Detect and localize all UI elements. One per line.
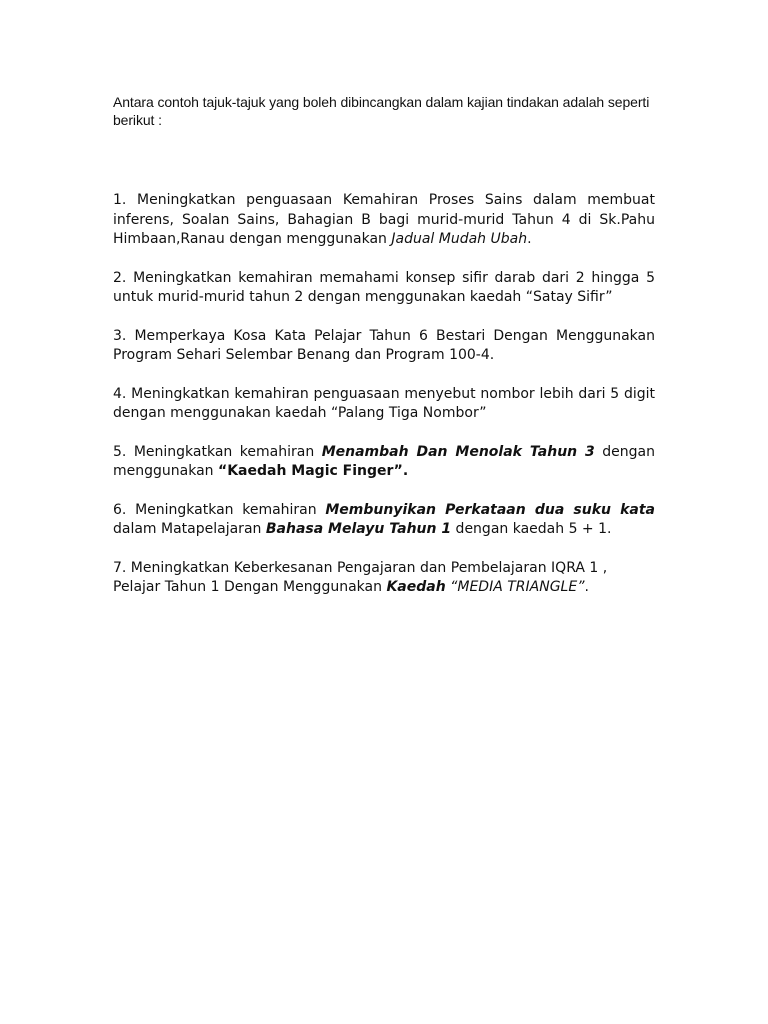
item-6-text: 6. Meningkatkan kemahiran	[113, 501, 326, 518]
item-2-text: 2. Meningkatkan kemahiran memahami konsep sifir darab dari 2 hingga 5 untuk murid-murid tahun 2 dengan menggunakan kaedah “Satay Sifir”	[113, 269, 655, 305]
list-item-2	[113, 269, 655, 308]
list-item-1	[113, 191, 655, 250]
list-item-5	[113, 443, 655, 482]
item-4-text: 4. Meningkatkan kemahiran penguasaan menyebut nombor lebih dari 5 digit dengan menggunakan kaedah “Palang Tiga Nombor”	[113, 385, 655, 421]
item-5-method: “Kaedah Magic Finger”.	[218, 463, 409, 479]
item-6-mid: dalam Matapelajaran	[113, 521, 266, 537]
item-7-end: .	[584, 579, 589, 595]
list-item-6	[113, 501, 655, 540]
item-5-mid: dengan menggunakan	[113, 443, 655, 479]
item-7-method: “MEDIA TRIANGLE”	[450, 579, 585, 595]
item-1-method: Jadual Mudah Ubah	[391, 231, 528, 247]
item-6-topic: Membunyikan Perkataan dua suku kata	[325, 501, 656, 518]
item-6-end: dengan kaedah 5 + 1.	[451, 521, 612, 537]
item-5-text: 5. Meningkatkan kemahiran	[113, 443, 322, 460]
item-5-topic: Menambah Dan Menolak Tahun 3	[321, 443, 595, 460]
item-1-end: .	[527, 231, 532, 247]
list-item-3	[113, 327, 655, 366]
item-1-text: 1. Meningkatkan penguasaan Kemahiran Proses Sains dalam membuat inferens, Soalan Sains, Bahagian B bagi murid-murid Tahun 4 di Sk.Pahu Himbaan,Ranau dengan menggunakan	[113, 192, 655, 247]
item-6-subject: Bahasa Melayu Tahun 1	[265, 521, 452, 537]
item-7-text: 7. Meningkatkan Keberkesanan Pengajaran dan Pembelajaran IQRA 1 , Pelajar Tahun 1 Dengan Menggunakan	[113, 559, 608, 595]
intro-paragraph: Antara contoh tajuk-tajuk yang boleh dibincangkan dalam kajian tindakan adalah seperti berikut :	[113, 94, 650, 128]
item-7-kaedah: Kaedah	[386, 579, 446, 595]
list-item-7	[113, 559, 655, 598]
list-item-4	[113, 385, 655, 424]
item-3-text: 3. Memperkaya Kosa Kata Pelajar Tahun 6 Bestari Dengan Menggunakan Program Sehari Selembar Benang dan Program 100-4.	[113, 327, 655, 363]
document-page	[113, 93, 655, 617]
